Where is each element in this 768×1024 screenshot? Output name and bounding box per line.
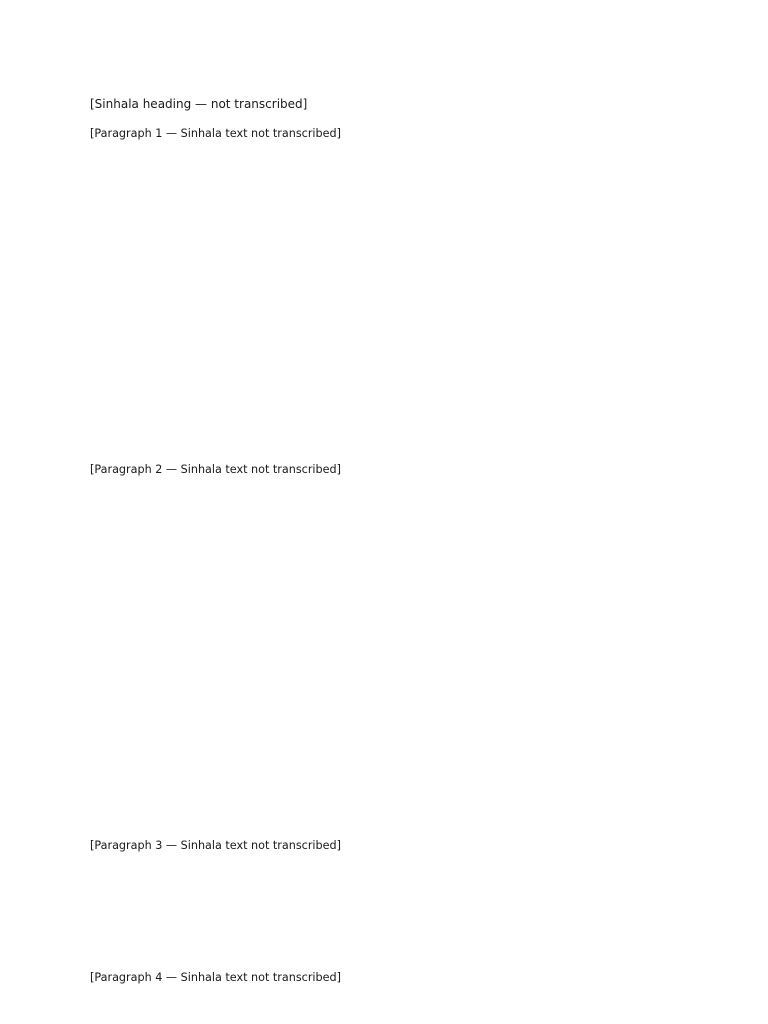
- paragraph-2: [Paragraph 2 — Sinhala text not transcribed]: [90, 463, 341, 476]
- paragraph-4: [Paragraph 4 — Sinhala text not transcribed]: [90, 971, 341, 984]
- paragraph-1: [Paragraph 1 — Sinhala text not transcribed]: [90, 127, 341, 140]
- document-title: [Sinhala heading — not transcribed]: [90, 97, 308, 111]
- paragraph-3: [Paragraph 3 — Sinhala text not transcribed]: [90, 839, 341, 852]
